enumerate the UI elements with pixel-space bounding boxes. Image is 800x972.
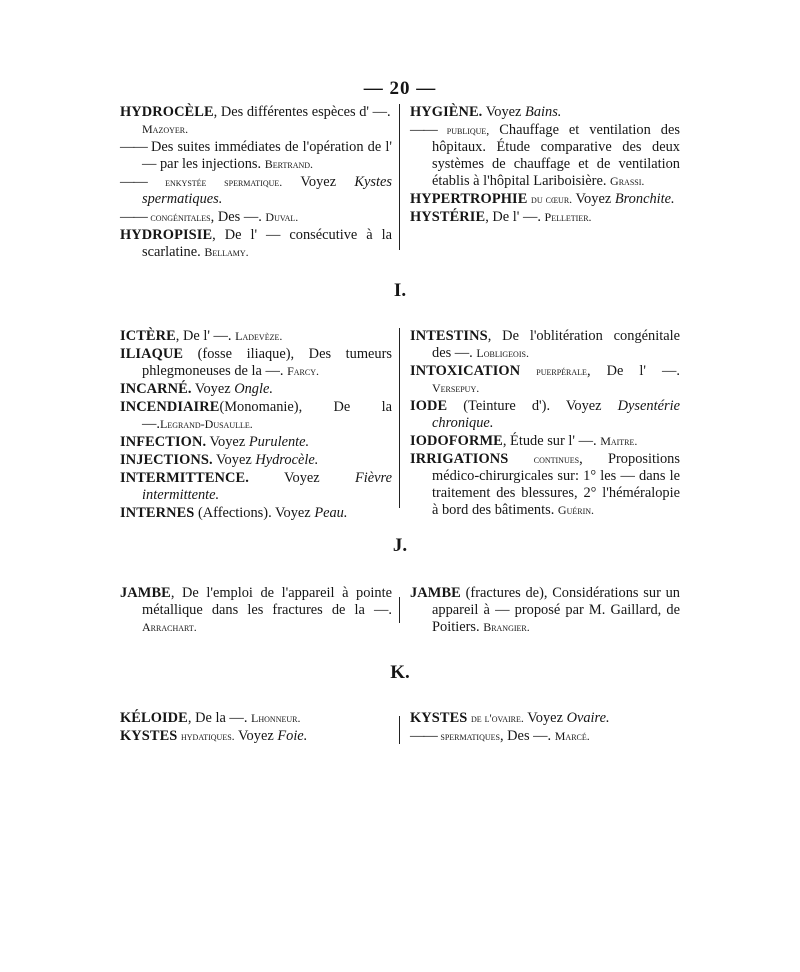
entry-headword: INTERMITTENCE. (120, 470, 249, 486)
entry-headword: INCARNÉ. (120, 381, 192, 397)
entry-headword: HYDROPISIE (120, 227, 213, 243)
index-entry (120, 209, 392, 226)
section-letter: J. (392, 535, 408, 556)
entry-reference: Hydrocèle. (255, 452, 319, 468)
entry-headword: IODE (410, 398, 448, 414)
entry-text: (Affections). Voyez (198, 505, 311, 521)
column-divider (399, 597, 400, 623)
entry-text: , De l' —. (175, 328, 232, 344)
entry-headword: IRRIGATIONS (410, 451, 509, 467)
entry-qualifier: spermatiques (440, 729, 500, 743)
entry-reference: Ongle. (234, 381, 273, 397)
entry-author: Lobligeois. (476, 346, 529, 360)
entry-text: Voyez (575, 191, 612, 207)
index-entry (410, 209, 680, 226)
entry-reference: Bains. (525, 104, 562, 120)
entry-headword: KYSTES (120, 728, 178, 744)
entry-text: Chauffage et ventilation des hôpitaux. Étude comparative des deux systèmes de chauffage et de ventilation établis à l'hôpital Lariboisière. (432, 122, 680, 189)
entry-headword: INJECTIONS. (120, 452, 213, 468)
entry-dash: —— (410, 728, 437, 744)
page-number: — 20 — (363, 78, 437, 99)
section-letter: K. (390, 662, 410, 683)
index-entry (120, 139, 392, 173)
entry-text: , Des —. (499, 728, 552, 744)
index-entry (120, 470, 392, 504)
entry-text: , Propositions médico-chirurgicales sur: 1° les — dans le traitement des blessures, 2° l'héméralopie à bord des bâtiments. (432, 451, 680, 518)
entry-reference: Fièvre intermittente. (142, 470, 392, 503)
entry-author: Grassi. (610, 174, 645, 188)
entry-qualifier: continues (533, 452, 580, 466)
section-k (120, 710, 680, 750)
entry-headword: KÉLOIDE (120, 710, 188, 726)
entry-headword: ILIAQUE (120, 346, 184, 362)
entry-text: Voyez (485, 104, 522, 120)
entry-author: Farcy. (287, 364, 319, 378)
entry-qualifier: congénitales (150, 210, 211, 224)
entry-headword: HYSTÉRIE (410, 209, 486, 225)
index-entry (410, 451, 680, 519)
column-divider (399, 104, 400, 250)
section-i (120, 328, 680, 521)
entry-author: Bertrand. (264, 157, 314, 171)
index-entry (120, 710, 392, 727)
entry-text: Voyez (283, 470, 320, 486)
entry-dash: —— (120, 209, 147, 225)
entry-headword: INTERNES (120, 505, 195, 521)
entry-author: Pelletier. (544, 210, 592, 224)
entry-text: (Teinture d'). Voyez (463, 398, 602, 414)
entry-text: , De la —. (187, 710, 248, 726)
column-right (410, 585, 680, 637)
index-entry (120, 728, 392, 745)
entry-text: Voyez (216, 452, 252, 468)
index-entry (410, 328, 680, 362)
entry-headword: JAMBE (120, 585, 171, 601)
entry-headword: IODOFORME (410, 433, 503, 449)
entry-qualifier: publique, (446, 123, 490, 137)
index-entry (410, 585, 680, 636)
entry-author: Arrachart. (142, 620, 197, 634)
entry-author: Legrand-Dusaulle. (160, 417, 253, 431)
entry-author: Brangier. (483, 620, 530, 634)
entry-text: Voyez (194, 381, 231, 397)
entry-author: Mazoyer. (142, 122, 189, 136)
entry-author: Versepuy. (432, 381, 480, 395)
index-entry (410, 363, 680, 397)
entry-qualifier: hydatiques. (181, 729, 235, 743)
index-entry (410, 433, 680, 450)
entry-author: Maitre. (600, 434, 638, 448)
entry-text: Voyez (300, 174, 337, 190)
index-entry (120, 104, 392, 138)
entry-text: , Des —. (210, 209, 262, 225)
entry-text: Voyez (209, 434, 246, 450)
entry-reference: Dysentérie chronique. (432, 398, 680, 431)
section-h (120, 104, 680, 260)
column-left (120, 328, 392, 523)
entry-headword: JAMBE (410, 585, 461, 601)
index-entry (410, 104, 680, 121)
entry-reference: Kystes spermatiques. (142, 174, 392, 207)
index-entry (120, 328, 392, 345)
index-entry (120, 399, 392, 433)
entry-author: Bellamy. (204, 245, 249, 259)
entry-author: Marcé. (554, 729, 590, 743)
index-entry (410, 122, 680, 190)
entry-qualifier: du cœur. (531, 192, 573, 206)
index-entry (120, 346, 392, 380)
entry-text: , De l'emploi de l'appareil à pointe métallique dans les fractures de la —. (142, 585, 392, 618)
index-entry (120, 227, 392, 261)
entry-text: , Étude sur l' —. (502, 433, 597, 449)
entry-author: Lhonneur. (251, 711, 301, 725)
entry-headword: HYPERTROPHIE (410, 191, 528, 207)
entry-reference: Bronchite. (614, 191, 675, 207)
entry-text: , De l' — consécutive à la scarlatine. (142, 227, 392, 260)
entry-text: (Monomanie), De la—. (142, 399, 392, 432)
entry-dash: —— (410, 122, 437, 138)
entry-headword: INFECTION. (120, 434, 207, 450)
entry-headword: HYDROCÈLE (120, 104, 214, 120)
entry-reference: Ovaire. (566, 710, 610, 726)
entry-author: Duval. (265, 210, 299, 224)
index-entry (120, 585, 392, 636)
entry-text: (fosse iliaque), Des tumeurs phlegmoneuses de la —. (142, 346, 392, 379)
column-right (410, 104, 680, 227)
entry-author: Ladevèze. (235, 329, 283, 343)
entry-text: , De l' —. (586, 363, 680, 379)
index-entry (410, 398, 680, 432)
index-entry (120, 174, 392, 208)
entry-reference: Foie. (277, 728, 308, 744)
entry-headword: INTESTINS (410, 328, 488, 344)
entry-text: , De l'oblitération congénitale des —. (432, 328, 680, 361)
entry-author: Guérin. (557, 503, 595, 517)
entry-qualifier: de l'ovaire. (471, 711, 524, 725)
entry-text: Voyez (527, 710, 563, 726)
column-divider (399, 328, 400, 508)
section-letter: I. (393, 280, 407, 301)
entry-text: (fractures de), Considérations sur un appareil à — proposé par M. Gaillard, de Poitiers. (432, 585, 680, 635)
entry-text: , Des différentes espèces d' —. (213, 104, 391, 120)
column-divider (399, 716, 400, 744)
entry-headword: HYGIÈNE. (410, 104, 483, 120)
column-left (120, 710, 392, 746)
index-entry (120, 505, 392, 522)
index-entry (410, 710, 680, 727)
column-right (410, 710, 680, 746)
index-entry (120, 381, 392, 398)
index-entry (410, 728, 680, 745)
entry-text: Des suites immédiates de l'opération de l' — par les injections. (142, 139, 392, 172)
column-right (410, 328, 680, 520)
entry-reference: Peau. (314, 505, 348, 521)
entry-text: Voyez (238, 728, 274, 744)
column-left (120, 585, 392, 637)
entry-text: , De l' —. (485, 209, 541, 225)
entry-qualifier: enkystée spermatique. (165, 175, 283, 189)
column-left (120, 104, 392, 262)
entry-headword: INCENDIAIRE (120, 399, 220, 415)
entry-qualifier: puerpérale (536, 364, 587, 378)
index-entry (120, 434, 392, 451)
index-entry (410, 191, 680, 208)
entry-reference: Purulente. (248, 434, 310, 450)
entry-headword: INTOXICATION (410, 363, 521, 379)
index-entry (120, 452, 392, 469)
entry-headword: KYSTES (410, 710, 468, 726)
entry-dash: —— (120, 174, 147, 190)
entry-dash: —— (120, 139, 147, 155)
section-j (120, 585, 680, 640)
entry-headword: ICTÈRE (120, 328, 176, 344)
